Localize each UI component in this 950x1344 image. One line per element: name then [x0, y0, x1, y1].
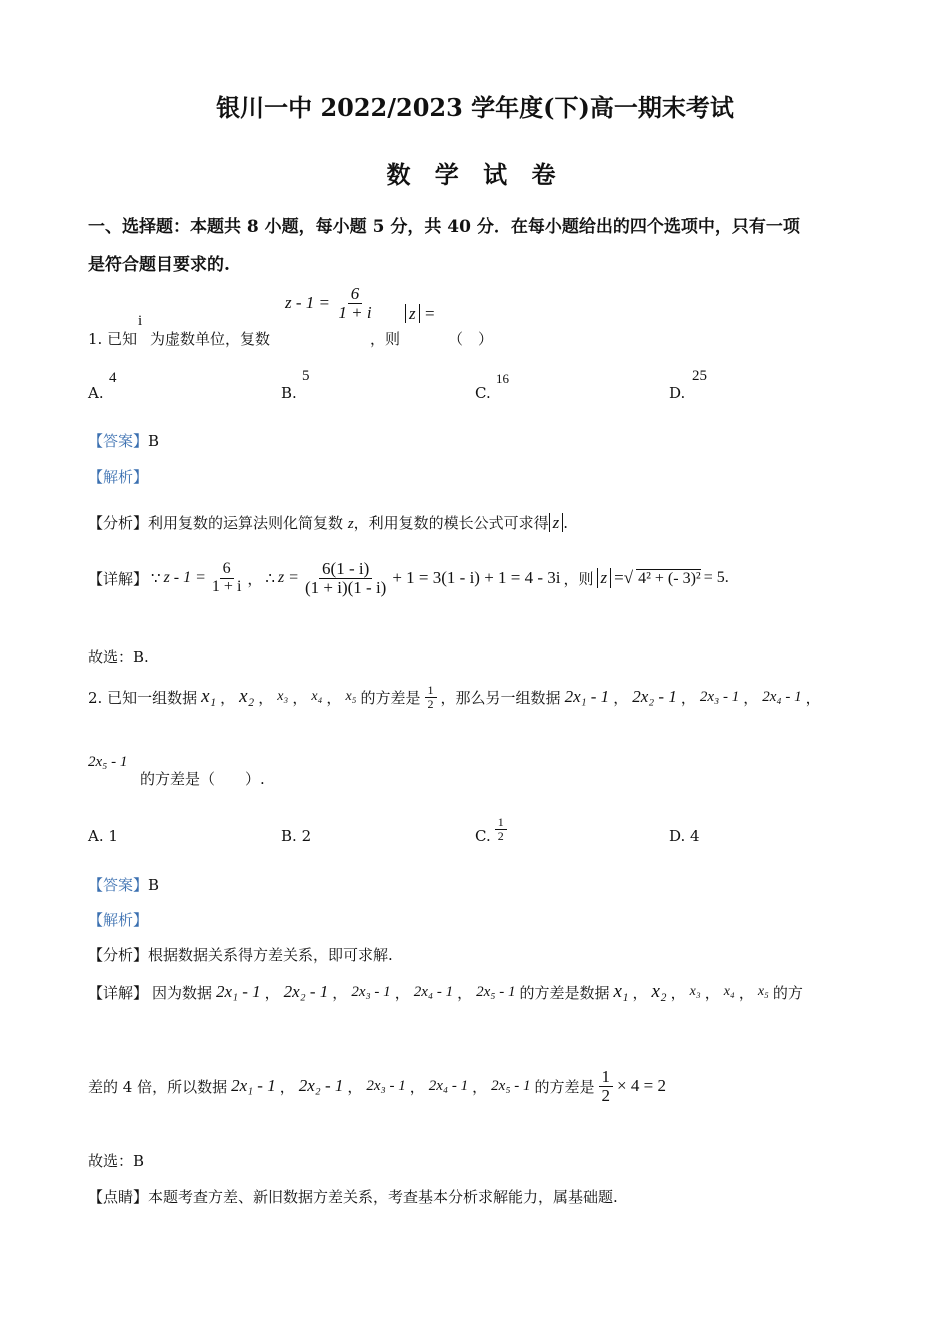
- q1-paren: （ ）: [448, 330, 494, 348]
- option-letter: A.: [88, 827, 104, 845]
- answer-label: 【答案】: [88, 876, 149, 894]
- option-letter: D.: [669, 827, 686, 845]
- q1-option-d: D.: [669, 384, 686, 402]
- detail-half-num: 1: [599, 1068, 614, 1087]
- detail-text3: 的方: [772, 983, 803, 1002]
- detail-result: = 5.: [703, 569, 729, 587]
- q1-eq-fraction: [335, 285, 374, 322]
- q1-prefix: 1. 已知: [88, 330, 138, 348]
- q1-eq-den: 1 + i: [338, 302, 372, 322]
- section-heading-line1: 一、选择题：本题共 8 小题，每小题 5 分，共 40 分．在每小题给出的四个选项中，只有一项: [88, 217, 800, 237]
- q1-fenxi: [88, 512, 568, 533]
- detail-rest: + 1 = 3(1 - i) + 1 = 4 - 3i: [392, 568, 561, 588]
- detail-x1: x₁: [613, 981, 629, 1002]
- detail-y5: 2x₅ - 1: [476, 983, 516, 1000]
- q2-mid: ，那么另一组数据: [440, 688, 561, 707]
- q2-option-b: [281, 827, 311, 845]
- detail2-y3: 2x₃ - 1: [366, 1077, 406, 1094]
- q1-equation: [285, 285, 375, 322]
- answer-value: B: [148, 432, 160, 450]
- detail-frac1: [209, 561, 244, 596]
- q2-half: [425, 684, 437, 710]
- fenxi-text2: ，利用复数的模长公式可求得: [353, 514, 549, 532]
- detail-den2: (1 + i)(1 - i): [304, 577, 387, 597]
- detail2-y1: 2x₁ - 1: [231, 1076, 276, 1096]
- detail-sqrt: 4² + (- 3)²: [638, 569, 701, 587]
- q2-choose: 故选：B: [88, 1152, 145, 1170]
- option-letter: A.: [88, 384, 104, 402]
- q2-half-den: 2: [427, 696, 434, 711]
- dianjing-text: 本题考查方差、新旧数据方差关系，考查基本分析求解能力，属基础题.: [148, 1188, 618, 1206]
- q1-option-c-value: 16: [496, 371, 509, 386]
- detail-then: ，则: [563, 569, 594, 588]
- q2-optc-num: 1: [495, 816, 507, 830]
- fenxi-modz: z: [549, 513, 564, 532]
- section-heading-line2: 是符合题目要求的.: [88, 255, 230, 275]
- q1-mid: 为虚数单位，复数: [150, 330, 271, 348]
- q2-dianjing: [88, 1186, 618, 1207]
- fenxi-end: .: [563, 514, 569, 532]
- q2-detail-line2: 差的 4 倍，所以数据 2x₁ - 1 ， 2x₂ - 1 ， 2x₃ - 1 ， 2x₄ - 1 ， 2x₅ - 1 的方差是 $\frac{1}{2}$ × 4 = 2: [88, 1067, 666, 1105]
- detail-x4: x₄: [723, 984, 735, 999]
- detail-num1: 6: [220, 561, 234, 579]
- q2-y2: 2x₂ - 1: [632, 687, 677, 707]
- q2-option-c: [475, 813, 507, 845]
- q1-option-a: [88, 384, 104, 402]
- q2-option-c-frac: [495, 816, 507, 842]
- q2-option-d: [669, 827, 700, 845]
- q1-analysis-label: 【解析】: [88, 468, 149, 486]
- q1-i-symbol: i: [138, 313, 143, 329]
- q2-answer: [88, 874, 159, 895]
- detail-label: 【详解】: [88, 983, 149, 1002]
- q2-detail-line1: 【详解】 因为数据 2x₁ - 1 ， 2x₂ - 1 ， 2x₃ - 1 ， 2x₄ - 1 ， 2x₅ - 1 的方差是数据 x₁ ， x₂ ， x₃ ， x₄ ， x₅ 的方: [88, 981, 803, 1002]
- q2-y5: 2x₅ - 1: [88, 754, 128, 770]
- q2-stem-line2: [88, 752, 127, 771]
- detail-label: 【详解】: [88, 569, 149, 588]
- q2-y4: 2x₄ - 1: [762, 688, 802, 705]
- page-subtitle: 数 学 试 卷: [386, 160, 564, 189]
- q1-modz: z: [405, 304, 420, 323]
- option-value: 1: [108, 827, 118, 845]
- detail-result: × 4 = 2: [617, 1076, 666, 1096]
- q1-option-c: C.: [475, 384, 491, 402]
- q1-then: ，则: [370, 330, 401, 348]
- q1-answer: [88, 430, 159, 451]
- detail-z-eq: z =: [277, 569, 299, 587]
- q1-modulus: [405, 304, 435, 324]
- detail-because: ∵: [151, 570, 161, 587]
- option-value: 4: [690, 827, 700, 845]
- fenxi-z: z: [347, 516, 354, 532]
- detail-half-den: 2: [601, 1085, 611, 1105]
- detail-half: [599, 1068, 614, 1105]
- page-title: 银川一中 2022/2023 学年度(下)高一期末考试: [216, 93, 734, 122]
- detail-y2: 2x₂ - 1: [283, 982, 329, 1001]
- detail-frac2: [302, 560, 389, 597]
- detail-text4: 差的 4 倍，所以数据: [88, 1077, 228, 1096]
- fenxi-label: 【分析】: [88, 514, 149, 532]
- q2-half-num: 1: [425, 684, 437, 698]
- detail-num2: 6(1 - i): [319, 560, 372, 579]
- q2-y1: 2x₁ - 1: [564, 687, 610, 707]
- detail-therefore: ∴: [265, 570, 275, 587]
- answer-value: B: [148, 876, 160, 894]
- q2-option-a: [88, 827, 118, 845]
- answer-label: 【答案】: [88, 432, 149, 450]
- q1-detail: 【详解】 ∵ z - 1 = $\frac{6}{1 + i}$ ， ∴ z = $\frac{6(1 - i)}{(1 + i)(1 - i)}$ + 1 = 3(1 - i) + 1 = 4 - 3i ，则 z =√ 4² + (- 3)² = 5.: [88, 559, 729, 597]
- detail-x5: x₅: [757, 984, 769, 999]
- option-value: 2: [301, 827, 312, 845]
- q2-analysis-label: 【解析】: [88, 911, 149, 929]
- detail-y3: 2x₃ - 1: [351, 983, 391, 1000]
- q2-x4: x₄: [311, 689, 323, 705]
- q1-eq-num: 6: [348, 285, 363, 304]
- option-letter: B.: [281, 827, 297, 845]
- q2-y3: 2x₃ - 1: [699, 688, 740, 705]
- q1-option-b-value: 5: [302, 368, 310, 384]
- option-letter: C.: [475, 827, 491, 845]
- q1-modz-eq: =: [425, 304, 435, 323]
- q2-var-q: 的方差是（ ）.: [140, 770, 265, 788]
- detail-modz: z: [597, 568, 612, 588]
- q1-option-b: B.: [281, 384, 297, 402]
- detail-text5: 的方差是: [534, 1077, 595, 1096]
- q2-prefix: 2. 已知一组数据: [88, 688, 198, 707]
- q2-x2: x₂: [239, 686, 255, 708]
- q2-optc-den: 2: [497, 828, 504, 843]
- q2-x3: x₃: [277, 689, 289, 705]
- detail-y4: 2x₄ - 1: [413, 983, 454, 1000]
- detail-den1: 1 + i: [211, 577, 242, 595]
- fenxi-label: 【分析】: [88, 946, 149, 964]
- detail-text1: 因为数据: [152, 983, 213, 1002]
- detail2-y5: 2x₅ - 1: [491, 1077, 531, 1094]
- detail-text2: 的方差是数据: [519, 983, 610, 1002]
- q2-fenxi: [88, 944, 393, 965]
- q1-option-d-value: 25: [692, 368, 707, 384]
- detail-y1: 2x₁ - 1: [216, 982, 261, 1001]
- fenxi-text: 利用复数的运算法则化简复数: [148, 514, 344, 532]
- q2-x1: x₁: [201, 686, 217, 708]
- q2-var-text: 的方差是: [360, 688, 421, 707]
- detail2-y4: 2x₄ - 1: [428, 1077, 469, 1094]
- detail-x2: x₂: [651, 981, 667, 1002]
- fenxi-text: 根据数据关系得方差关系，即可求解.: [148, 946, 393, 964]
- q1-choose: 故选：B.: [88, 648, 149, 666]
- q1-eq-lhs: z - 1 =: [285, 292, 330, 312]
- q1-option-a-value: 4: [109, 370, 117, 386]
- detail-comma: ，: [247, 569, 263, 588]
- detail2-y2: 2x₂ - 1: [298, 1076, 344, 1096]
- detail-x3: x₃: [689, 984, 701, 999]
- detail-eq1: z - 1 =: [163, 569, 206, 587]
- q2-x5: x₅: [345, 689, 357, 705]
- dianjing-label: 【点睛】: [88, 1188, 149, 1206]
- q2-stem-line1: 2. 已知一组数据 x₁ ， x₂ ， x₃ ， x₄ ， x₅ 的方差是 $\frac{1}{2}$ ，那么另一组数据 2x₁ - 1 ， 2x₂ - 1 ， 2x₃ - 1 ， 2x₄ - 1 ，: [88, 683, 821, 711]
